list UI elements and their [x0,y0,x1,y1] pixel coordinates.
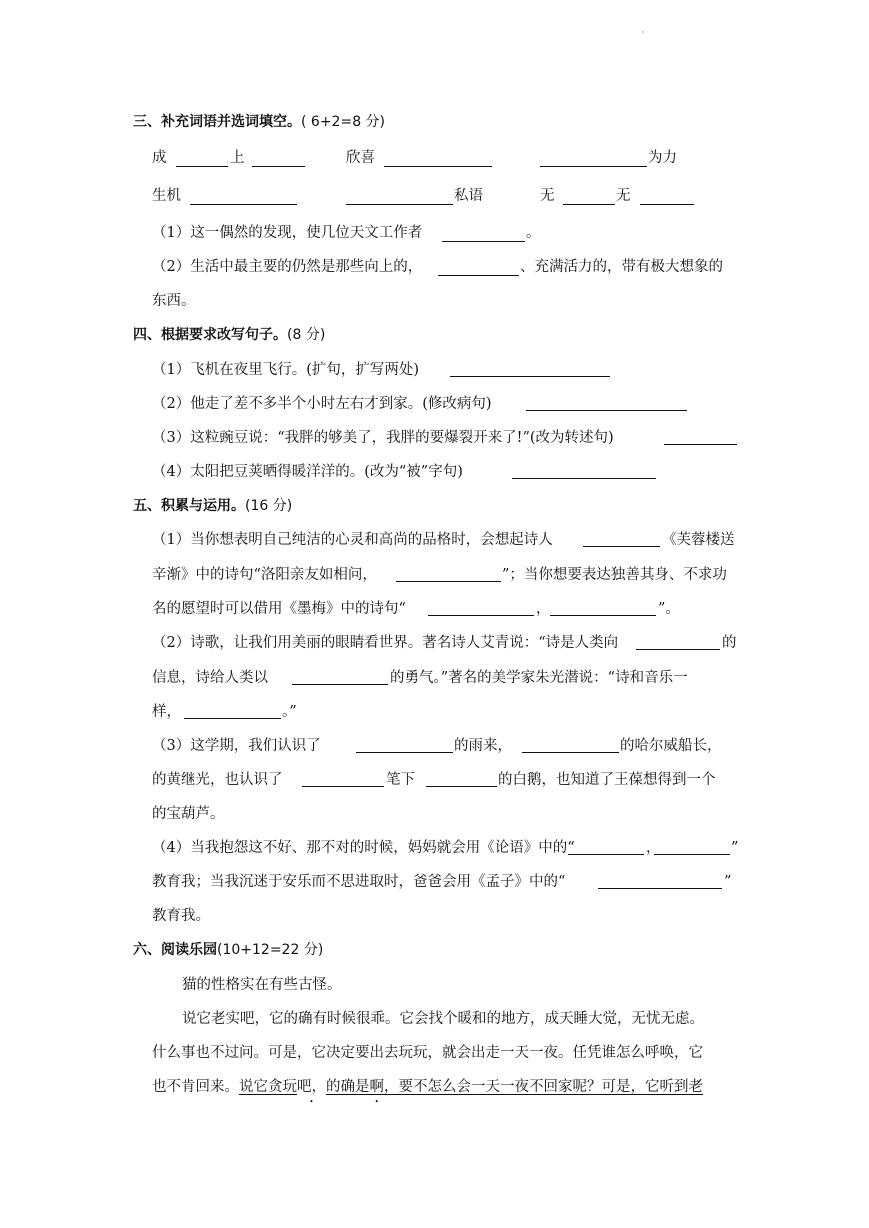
word-3-text: 为力 [648,150,677,166]
reading-text-plain: 也不肯回来。 [152,1079,239,1095]
word-1-char-a: 成 [152,150,167,166]
section-3-title: 三、补充词语并选词填空。 [133,114,301,130]
s5-q4-line2-a: 教育我；当我沉迷于安乐而不思进取时，爸爸会用《孟子》中的“ [152,874,566,890]
word-4-blank[interactable] [190,190,297,205]
word-6-char-b: 无 [616,188,631,204]
section-5-title: 五、积累与运用。 [133,498,245,514]
s5-q1-line1-b: 《芙蓉楼送 [662,532,735,548]
s5-q1-blank-4[interactable] [550,601,656,616]
s5-q1-line3-c: ”。 [658,601,680,617]
word-5-text: 私语 [454,188,483,204]
s5-q1-line3-a: 名的愿望时可以借用《墨梅》中的诗句“ [152,601,406,617]
s5-q4-line1-a: （4）当我抱怨这不好、那不对的时候，妈妈就会用《论语》中的“ [152,840,575,856]
s5-q4-blank-3[interactable] [598,874,722,889]
s3-q2-cont: 东西。 [152,293,196,309]
s4-q2-text: （2）他走了差不多半个小时左右才到家。(修改病句) [152,396,492,412]
section-3-points: ( 6+2=8 分) [301,114,386,130]
s3-q1-end: 。 [526,225,541,241]
s5-q3-line2-c: 的白鹅，也知道了王葆想得到一个 [498,772,716,788]
s5-q3-blank-2[interactable] [522,738,619,753]
s5-q1-line2-b: ”；当你想要表达独善其身、不求功 [502,567,727,583]
s5-q4-line1-c: ” [731,840,739,856]
s5-q3-line1-a: （3）这学期，我们认识了 [152,738,321,754]
s5-q3-blank-1[interactable] [356,738,453,753]
reading-paragraph-1: 猫的性格实在有些古怪。 [182,977,342,993]
s5-q3-line3: 的宝葫芦。 [152,806,225,822]
reading-dotted-a: 吧， • [297,1079,326,1095]
word-2-blank[interactable] [384,152,492,167]
s5-q2-line1-a: （2）诗歌，让我们用美丽的眼睛看世界。著名诗人艾青说：“诗是人类向 [152,635,619,651]
word-5-blank[interactable] [346,190,453,205]
word-1-blank-2[interactable] [252,152,305,167]
section-6-title: 六、阅读乐园 [133,942,217,958]
s4-q1-blank[interactable] [450,362,610,377]
s5-q3-line2-b: 笔下 [386,772,415,788]
s5-q3-line2-a: 的黄继光，也认识了 [152,772,283,788]
word-2-text: 欣喜 [346,150,375,166]
word-6-blank-2[interactable] [640,190,694,205]
s5-q3-line1-b: 的雨来， [454,738,512,754]
section-4-heading [133,325,325,345]
s5-q4-line1-b: ， [646,840,661,856]
s5-q1-line2-a: 辛渐》中的诗句“洛阳亲友如相问， [152,567,377,583]
s3-q2-blank[interactable] [438,261,519,276]
s4-q3-blank[interactable] [664,430,737,445]
word-4-text: 生机 [152,188,181,204]
reading-underlined-b: 的确是 [326,1079,370,1095]
s5-q1-blank-2[interactable] [396,567,501,582]
section-3-heading [133,112,385,132]
s5-q1-line3-b: ， [536,601,551,617]
s5-q2-line1-b: 的 [722,635,737,651]
reading-underlined-a: 说它贪玩 [239,1079,297,1095]
reading-paragraph-2-line-2: 什么事也不过问。可是，它决定要出去玩玩，就会出走一天一夜。任凭谁怎么呼唤，它 [152,1045,703,1061]
reading-paragraph-2-line-3 [152,1077,703,1097]
s5-q3-blank-4[interactable] [426,772,497,787]
word-1-blank-1[interactable] [176,152,228,167]
reading-dotted-b: 啊 [369,1079,384,1095]
s5-q2-blank-3[interactable] [184,704,281,719]
s5-q2-line3-a: 样， [152,704,181,720]
s4-q4-blank[interactable] [512,464,656,479]
s5-q2-blank-1[interactable] [636,635,720,650]
s4-q4-text: （4）太阳把豆荚晒得暖洋洋的。(改为“被”字句) [152,464,463,480]
s5-q4-line3: 教育我。 [152,908,210,924]
s5-q2-line2-b: 的勇气。”著名的美学家朱光潜说：“诗和音乐一 [390,670,688,686]
s5-q3-line1-c: 的哈尔威船长， [620,738,722,754]
s5-q3-blank-3[interactable] [302,772,384,787]
s3-q1-label: （1）这一偶然的发现，使几位天文工作者 [152,225,423,241]
section-4-title: 四、根据要求改写句子。 [133,327,287,343]
s5-q4-line2-b: ” [724,874,732,890]
s5-q1-blank-3[interactable] [428,601,534,616]
section-4-points: (8 分) [287,327,326,343]
s5-q2-line2-a: 信息，诗给人类以 [152,670,268,686]
section-5-heading [133,496,292,516]
reading-paragraph-2-line-1: 说它老实吧，它的确有时候很乖。它会找个暖和的地方，成天睡大觉，无忧无虑。 [182,1011,704,1027]
s4-q2-blank[interactable] [526,396,687,411]
s3-q2-label: （2）生活中最主要的仍然是那些向上的， [152,259,423,275]
s4-q3-text: （3）这粒豌豆说：“我胖的够美了，我胖的要爆裂开来了!”(改为转述句) [152,430,614,446]
section-6-points: (10+12=22 分) [217,942,324,958]
s5-q4-blank-1[interactable] [568,840,644,855]
word-3-blank[interactable] [540,152,647,167]
word-1-char-b: 上 [230,150,245,166]
section-6-heading [133,940,323,960]
section-5-points: (16 分) [245,498,293,514]
s4-q1-text: （1）飞机在夜里飞行。(扩句，扩写两处) [152,362,420,378]
s5-q1-blank-1[interactable] [583,532,660,547]
page-mark: ' [642,30,645,39]
reading-underlined-c: ，要不怎么会一天一夜不回家呢？可是，它听到老 [384,1079,703,1095]
s5-q1-line1-a: （1）当你想表明自己纯洁的心灵和高尚的品格时，会想起诗人 [152,532,553,548]
s5-q2-blank-2[interactable] [292,670,388,685]
s3-q2-mid: 、充满活力的，带有极大想象的 [520,259,723,275]
word-6-blank-1[interactable] [563,190,615,205]
s5-q4-blank-2[interactable] [654,840,730,855]
word-6-char-a: 无 [540,188,555,204]
s3-q1-blank[interactable] [442,227,525,242]
s5-q2-line3-b: 。” [282,704,297,720]
